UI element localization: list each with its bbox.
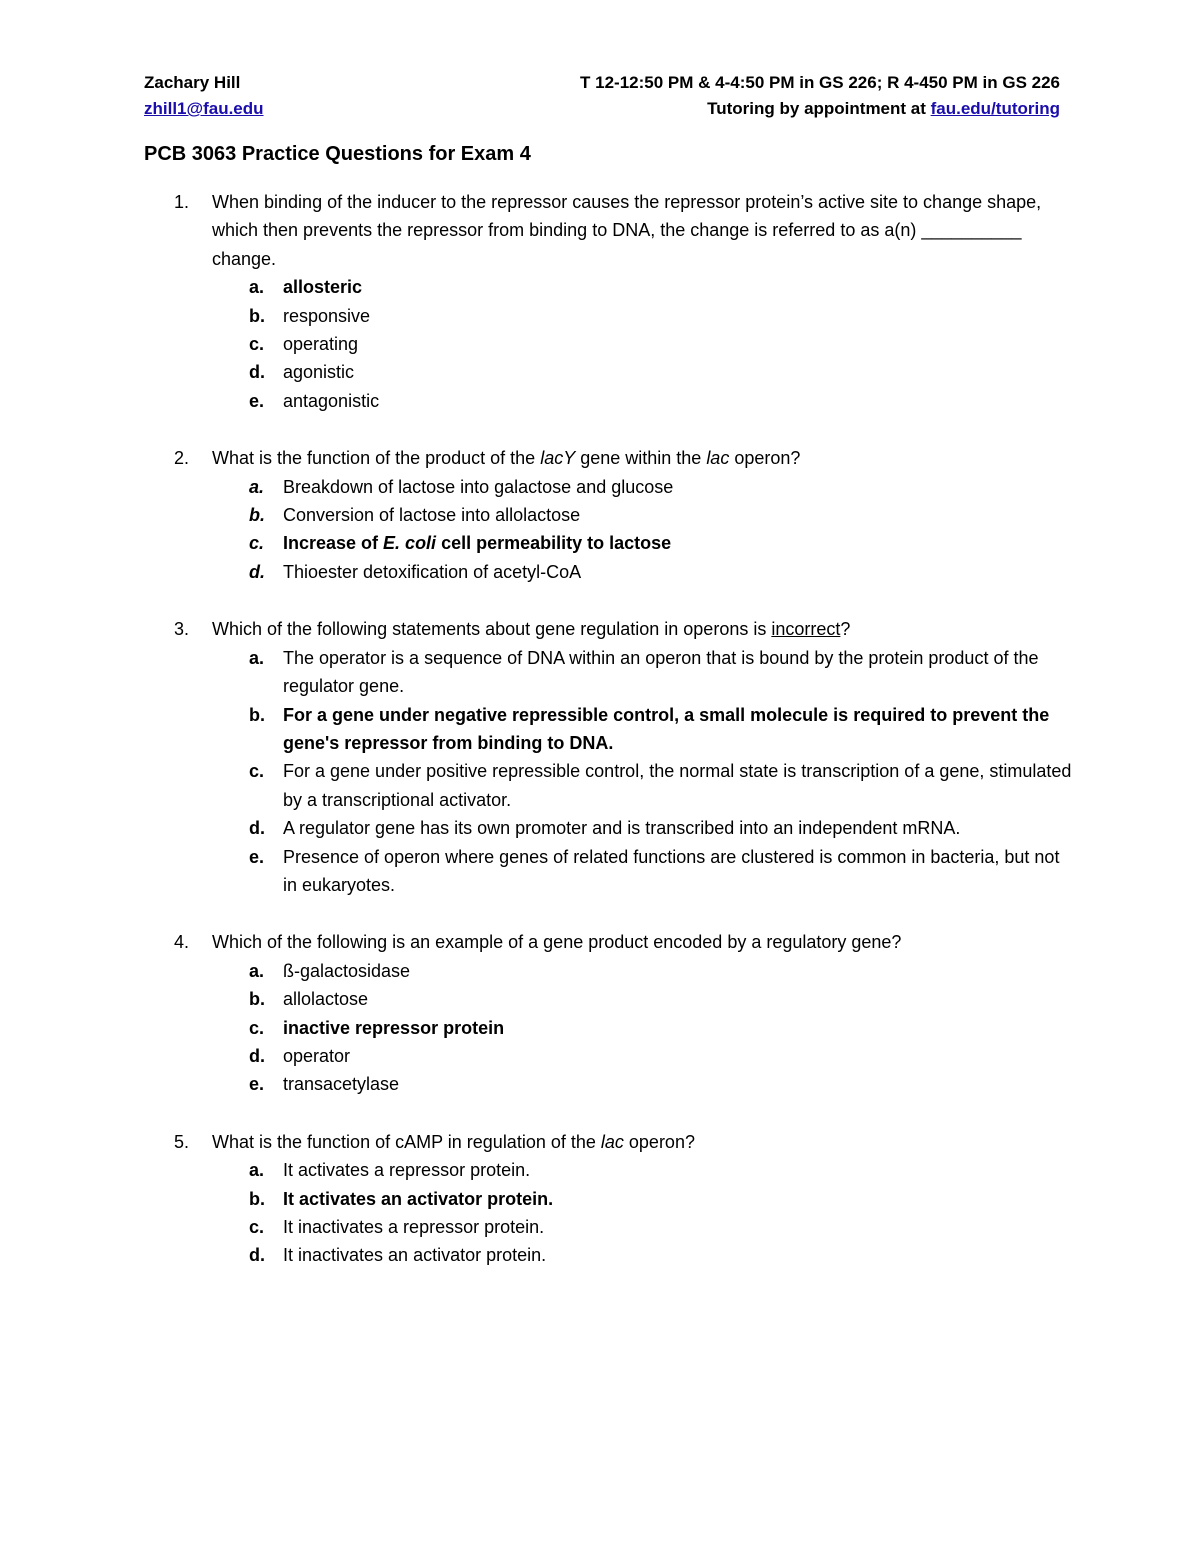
answer-option xyxy=(212,1185,1074,1213)
answer-option xyxy=(212,814,1074,842)
page-title: PCB 3063 Practice Questions for Exam 4 xyxy=(144,143,531,165)
email-link[interactable]: zhill1@fau.edu xyxy=(144,99,264,118)
question-text-part: gene within the xyxy=(575,448,707,469)
option-letter: a. xyxy=(249,647,265,668)
answer-option xyxy=(212,330,1074,358)
question-text-part: Which of the following statements about gene regulation in operons is xyxy=(212,619,772,640)
answer-option xyxy=(212,387,1074,415)
option-letter: c. xyxy=(249,1217,265,1237)
option-text: ß-galactosidase xyxy=(283,960,411,981)
option-text: It inactivates an activator protein. xyxy=(283,1245,547,1266)
answer-option xyxy=(212,1213,1074,1241)
office-hours: T 12-12:50 PM & 4-4:50 PM in GS 226; R 4-450 PM in GS 226 xyxy=(580,73,1060,92)
option-text: operating xyxy=(283,334,359,355)
question-number: 2. xyxy=(174,448,190,469)
question-1 xyxy=(144,188,1074,415)
option-letter: e. xyxy=(249,846,265,867)
option-text: transacetylase xyxy=(283,1074,400,1095)
question-number: 1. xyxy=(174,192,190,212)
page-header xyxy=(144,70,1060,122)
answer-option xyxy=(212,302,1074,330)
option-letter: b. xyxy=(249,989,265,1010)
option-letter: b. xyxy=(249,704,265,725)
option-letter: d. xyxy=(249,362,265,383)
question-text: When binding of the inducer to the repressor causes the repressor protein’s active site to change shape, which then prevents the repressor from binding to DNA, the change is referred to as a(n) __________ change. xyxy=(212,192,1042,269)
option-letter: c. xyxy=(249,334,265,355)
answer-option xyxy=(212,843,1074,900)
option-letter: d. xyxy=(249,1045,265,1066)
operon-name: lac xyxy=(706,448,730,469)
option-text: It inactivates a repressor protein. xyxy=(283,1217,545,1237)
instructor-name: Zachary Hill xyxy=(144,73,241,92)
option-text-part: cell permeability to lactose xyxy=(436,533,672,554)
option-text-correct: It activates an activator protein. xyxy=(283,1188,554,1209)
option-letter: b. xyxy=(249,1188,265,1209)
tutoring-link[interactable]: fau.edu/tutoring xyxy=(930,99,1060,118)
option-text: antagonistic xyxy=(283,390,380,411)
question-text xyxy=(212,615,1074,643)
question-text xyxy=(212,444,1074,472)
option-text: The operator is a sequence of DNA within an operon that is bound by the protein product of the regulator gene. xyxy=(283,647,1039,697)
answer-option xyxy=(212,558,1074,586)
option-letter: a. xyxy=(249,476,265,497)
option-letter: c. xyxy=(249,1017,265,1038)
option-text-correct: inactive repressor protein xyxy=(283,1017,505,1038)
option-letter: d. xyxy=(249,818,265,839)
underlined-word: incorrect xyxy=(771,619,841,640)
question-number: 4. xyxy=(174,932,190,953)
answer-option xyxy=(212,1241,1074,1269)
question-4 xyxy=(144,928,1074,1098)
question-list xyxy=(144,188,1074,1299)
option-text: Presence of operon where genes of related functions are clustered is common in bacteria, but not in eukaryotes. xyxy=(283,846,1060,895)
answer-option xyxy=(212,1156,1074,1184)
option-letter: b. xyxy=(249,505,265,526)
option-text-correct xyxy=(283,529,1074,557)
option-text: A regulator gene has its own promoter and is transcribed into an independent mRNA. xyxy=(283,818,961,839)
answer-option xyxy=(212,701,1074,758)
answer-option xyxy=(212,644,1074,701)
option-text-correct: For a gene under negative repressible control, a small molecule is required to prevent the gene's repressor from binding to DNA. xyxy=(283,704,1050,753)
question-5 xyxy=(144,1128,1074,1270)
tutoring-prefix: Tutoring by appointment at xyxy=(707,99,931,118)
question-number: 5. xyxy=(174,1131,190,1152)
answer-option xyxy=(212,501,1074,529)
option-letter: e. xyxy=(249,390,265,411)
option-letter: d. xyxy=(249,561,265,582)
option-text: For a gene under positive repressible control, the normal state is transcription of a gene, stimulated by a transcriptional activator. xyxy=(283,761,1072,810)
option-text: operator xyxy=(283,1045,351,1066)
question-text-part: What is the function of the product of the xyxy=(212,448,541,469)
organism-name: E. coli xyxy=(383,533,437,554)
option-text: It activates a repressor protein. xyxy=(283,1160,531,1181)
option-letter: c. xyxy=(249,533,265,554)
question-text: Which of the following is an example of a gene product encoded by a regulatory gene? xyxy=(212,932,902,953)
answer-option xyxy=(212,473,1074,501)
option-text: agonistic xyxy=(283,362,355,383)
option-letter: b. xyxy=(249,305,265,326)
option-letter: a. xyxy=(249,1160,265,1181)
question-text-part: What is the function of cAMP in regulation of the xyxy=(212,1131,601,1152)
answer-option xyxy=(212,985,1074,1013)
option-letter: c. xyxy=(249,761,265,782)
option-letter: d. xyxy=(249,1245,265,1266)
option-text: responsive xyxy=(283,305,371,326)
question-text-part: operon? xyxy=(729,448,801,469)
answer-option xyxy=(212,1014,1074,1042)
question-text-part: operon? xyxy=(623,1131,695,1152)
option-letter: a. xyxy=(249,277,265,298)
gene-name: lacY xyxy=(540,448,576,469)
answer-option xyxy=(212,757,1074,814)
option-letter: e. xyxy=(249,1074,265,1095)
option-text: Conversion of lactose into allolactose xyxy=(283,505,581,526)
operon-name: lac xyxy=(600,1131,624,1152)
question-text-part: ? xyxy=(840,619,851,640)
answer-option xyxy=(212,273,1074,301)
answer-option xyxy=(212,957,1074,985)
question-number: 3. xyxy=(174,619,190,640)
option-text: Thioester detoxification of acetyl-CoA xyxy=(283,561,582,582)
option-text-part: Increase of xyxy=(283,533,384,554)
question-2 xyxy=(144,444,1074,586)
option-letter: a. xyxy=(249,960,265,981)
answer-option xyxy=(212,1042,1074,1070)
answer-option xyxy=(212,529,1074,557)
option-text: Breakdown of lactose into galactose and glucose xyxy=(283,476,674,497)
answer-option xyxy=(212,358,1074,386)
question-text xyxy=(212,1128,1074,1156)
tutoring-info xyxy=(707,96,1060,122)
option-text-correct: allosteric xyxy=(283,277,363,298)
option-text: allolactose xyxy=(283,989,369,1010)
question-3 xyxy=(144,615,1074,899)
answer-option xyxy=(212,1070,1074,1098)
